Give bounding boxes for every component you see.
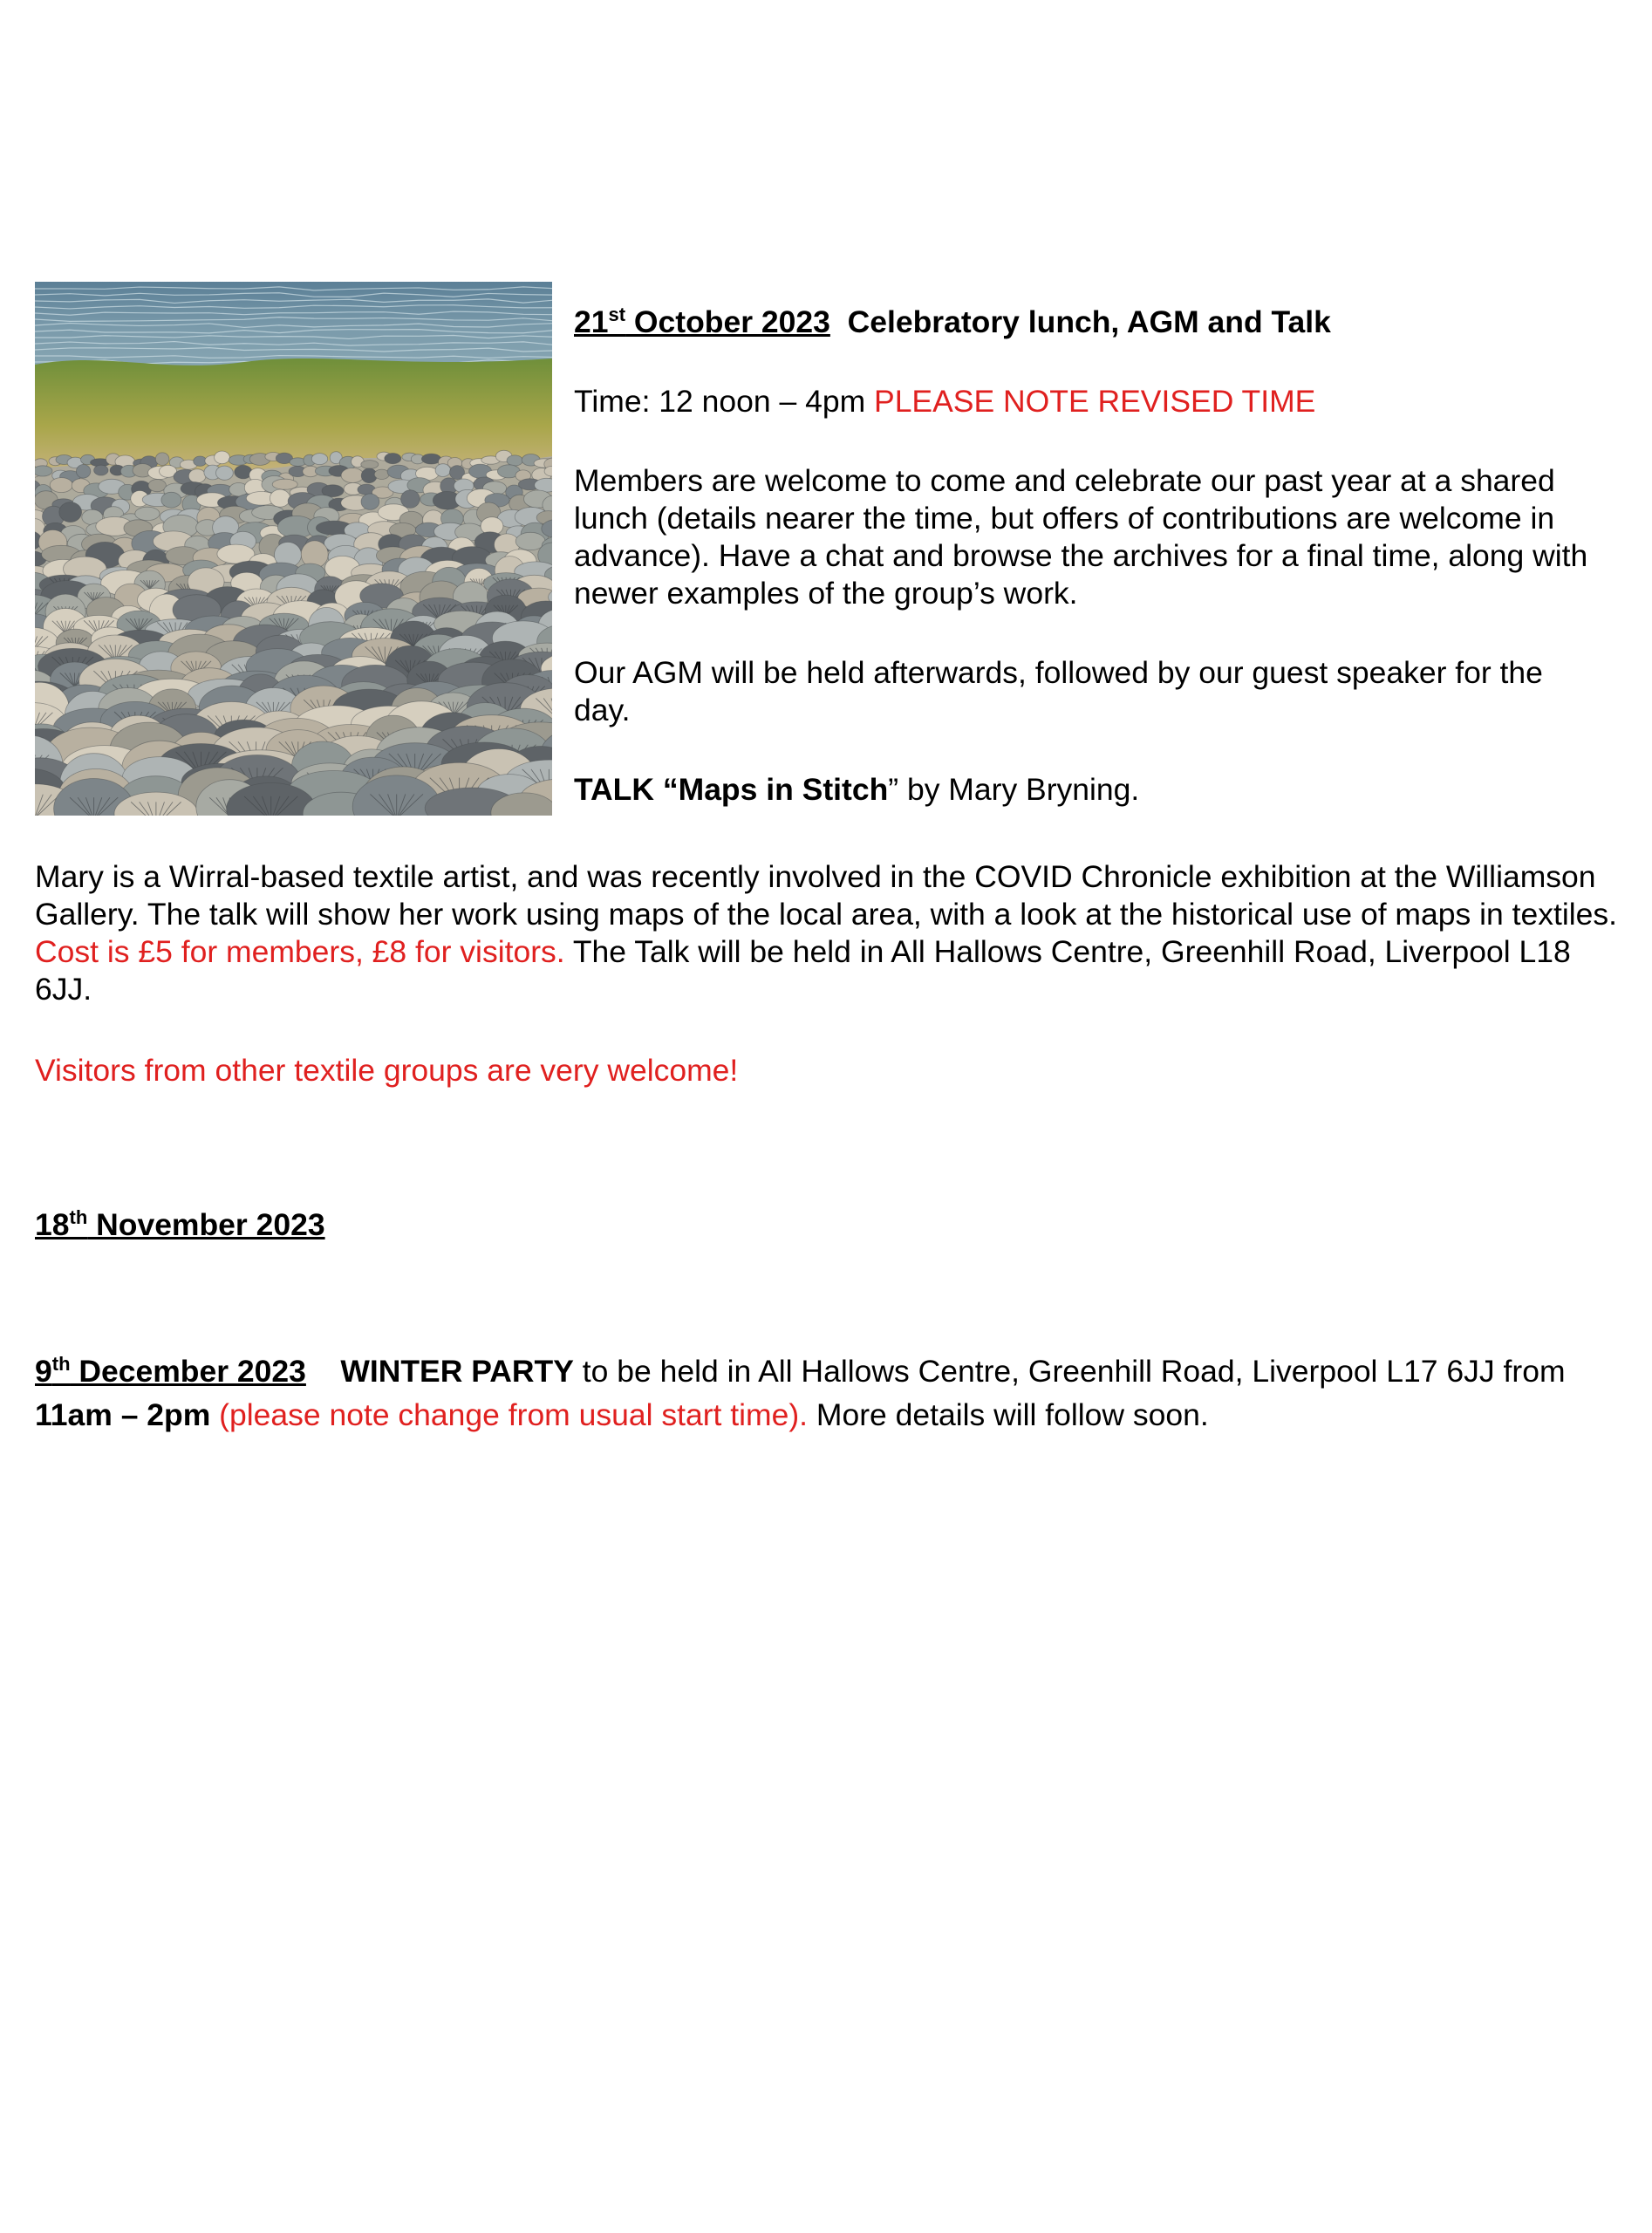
november-date: 18th November 2023 (35, 1206, 325, 1242)
talk-title: TALK “Maps in Stitch” by Mary Bryning. (574, 772, 1140, 807)
october-event (574, 304, 1603, 809)
winter-party-label: WINTER PARTY (340, 1354, 574, 1389)
october-paragraph-lunch: Members are welcome to come and celebrate our past year at a shared lunch (details nearer the time, but offers of contributions are welcome in advance). Have a chat and browse the archives for a final time, along with newer examples of the group’s work. (574, 463, 1588, 611)
november-event (35, 1206, 1617, 1244)
october-title: Celebratory lunch, AGM and Talk (847, 304, 1331, 339)
textile-artwork-image (35, 282, 552, 816)
visitors-welcome: Visitors from other textile groups are very welcome! (35, 1053, 739, 1088)
revised-time-note: PLEASE NOTE REVISED TIME (874, 384, 1316, 419)
party-time: 11am – 2pm (35, 1397, 211, 1432)
october-date: 21st October 2023 (574, 304, 830, 339)
october-paragraph-agm: Our AGM will be held afterwards, followed by our guest speaker for the day. (574, 655, 1543, 727)
october-heading (574, 304, 1603, 341)
mary-description: Mary is a Wirral-based textile artist, and was recently involved in the COVID Chronicle exhibition at the Williamson Gallery. The talk will show her work using maps of the local area, with a look at the historical use of maps in textiles. Cost is £5 for members, £8 for visitors. The Talk will be held in All Hallows Centre, Greenhill Road, Liverpool L18 6JJ. (35, 859, 1617, 1007)
start-time-note: (please note change from usual start time). (210, 1397, 809, 1432)
cost-note: Cost is £5 for members, £8 for visitors. (35, 934, 565, 969)
december-event: 9th December 2023 WINTER PARTY to be held in All Hallows Centre, Greenhill Road, Liverpool L17 6JJ from 11am – 2pm (please note change from usual start time). More details will follow soon. (35, 1353, 1566, 1432)
december-date: 9th December 2023 (35, 1353, 306, 1389)
october-time: Time: 12 noon – 4pm PLEASE NOTE REVISED TIME (574, 384, 1316, 419)
